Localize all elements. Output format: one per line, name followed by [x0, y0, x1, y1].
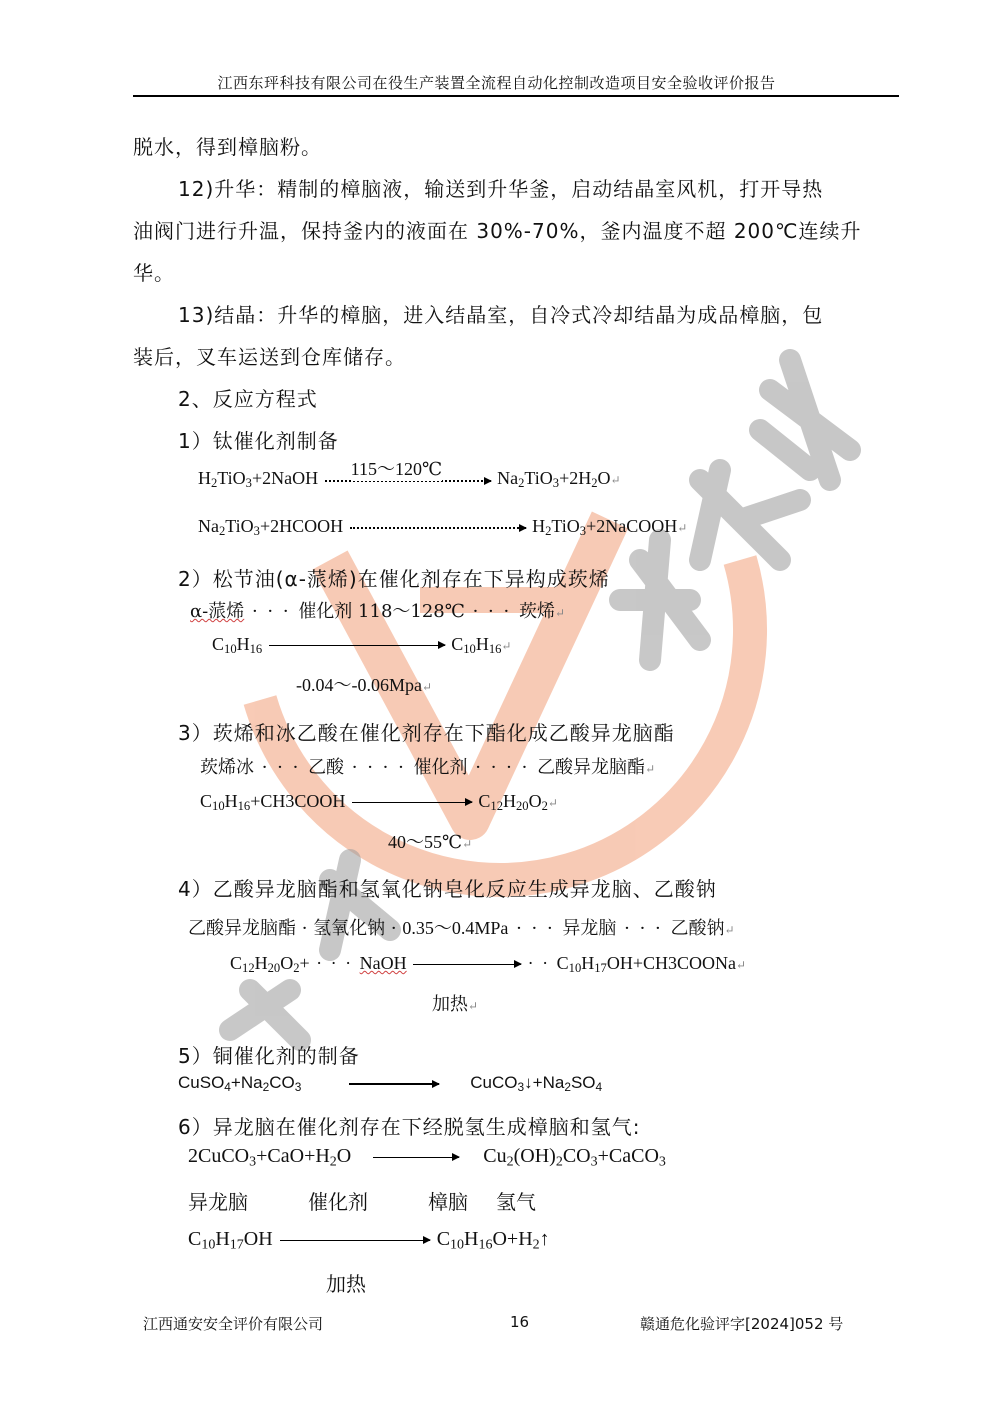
- reaction1-equation2: $Na_2TiO_3+2HCOOH$ $H_2TiO_3+2NaCOOH↵$: [198, 516, 688, 539]
- paragraph-sublimation-line2: 油阀门进行升温，保持釜内的液面在 30%-70%，釜内温度不超 200℃连续升: [133, 219, 862, 243]
- reaction6-title: 6）异龙脑在催化剂存在下经脱氢生成樟脑和氢气:: [178, 1115, 641, 1139]
- paragraph-sublimation-line3: 华。: [133, 261, 175, 285]
- paragraph-sublimation-line1: 12)升华：精制的樟脑液，输送到升华釜，启动结晶室风机，打开导热: [178, 177, 824, 201]
- reaction6-arrow2: [280, 1240, 430, 1241]
- reaction1-condition: 115～120℃: [351, 455, 442, 481]
- reaction1-arrow2: [350, 527, 526, 529]
- reaction4-arrow: [413, 964, 521, 965]
- header-divider: [133, 95, 899, 97]
- reaction4-equation: $C_{12}H_{20}O_2+$ · · · NaOH · · $C_{10}H_{17}OH+CH3COONa↵$: [230, 953, 747, 976]
- footer-company: 江西通安安全评价有限公司: [143, 1315, 324, 1333]
- footer-doc-number: 赣通危化验评字[2024]052 号: [640, 1315, 844, 1333]
- reaction3-temperature: 40～55℃↵: [388, 832, 473, 852]
- reaction1-equation1: $H_2TiO_3+2NaOH$ 115～120℃ $Na_2TiO_3+2H_2O↵$: [198, 468, 621, 491]
- paragraph-crystallization-line2: 装后，叉车运送到仓库储存。: [133, 345, 406, 369]
- footer-page-number: 16: [510, 1313, 530, 1331]
- reaction6-equation1: $2CuCO_3+CaO+H_2O$ $Cu_2(OH)_2CO_3+CaCO_3$: [188, 1145, 666, 1170]
- page-header: 江西东玶科技有限公司在役生产装置全流程自动化控制改造项目安全验收评价报告: [217, 74, 776, 92]
- section-title-reactions: 2、反应方程式: [178, 387, 318, 411]
- reaction3-title: 3）莰烯和冰乙酸在催化剂存在下酯化成乙酸异龙脑酯: [178, 721, 675, 745]
- reaction2-pressure: -0.04～-0.06Mpa↵: [296, 675, 433, 695]
- reaction2-equation: $C_{10}H_{16}$ $C_{10}H_{16}↵$: [212, 634, 512, 657]
- reaction2-names: α-蒎烯 · · · 催化剂 118～128℃ · · · 莰烯↵: [190, 601, 566, 622]
- reaction2-arrow: [269, 645, 445, 646]
- reaction6-condition: 加热: [326, 1272, 366, 1296]
- reaction3-equation: $C_{10}H_{16}+CH3COOH$ $C_{12}H_{20}O_2↵$: [200, 791, 558, 814]
- reaction6-arrow1: [373, 1157, 459, 1158]
- reaction3-names: 莰烯冰 · · · 乙酸 · · · · 催化剂 · · · · 乙酸异龙脑酯↵: [200, 757, 656, 778]
- reaction1-title: 1）钛催化剂制备: [178, 429, 339, 453]
- reaction4-condition: 加热↵: [432, 994, 479, 1015]
- reaction2-title: 2）松节油(α-蒎烯)在催化剂存在下异构成莰烯: [178, 567, 610, 591]
- paragraph-dewater: 脱水，得到樟脑粉。: [133, 135, 322, 159]
- reaction3-arrow: [352, 802, 472, 803]
- reaction4-names: 乙酸异龙脑酯 · 氢氧化钠 · 0.35～0.4MPa · · · 异龙脑 · · · 乙酸钠↵: [188, 918, 735, 939]
- reaction6-equation2: $C_{10}H_{17}OH$ $C_{10}H_{16}O+H_2↑$: [188, 1228, 550, 1253]
- paragraph-crystallization-line1: 13)结晶：升华的樟脑，进入结晶室，自冷式冷却结晶为成品樟脑，包: [178, 303, 824, 327]
- reaction5-title: 5）铜催化剂的制备: [178, 1044, 360, 1068]
- reaction5-equation: $CuSO_4+Na_2CO_3$ $CuCO_3↓+Na_2SO_4$: [178, 1073, 603, 1094]
- reaction4-title: 4）乙酸异龙脑酯和氢氧化钠皂化反应生成异龙脑、乙酸钠: [178, 877, 717, 901]
- reaction6-names: 异龙脑 催化剂 樟脑 氢气: [188, 1190, 536, 1214]
- reaction5-arrow: [349, 1083, 439, 1085]
